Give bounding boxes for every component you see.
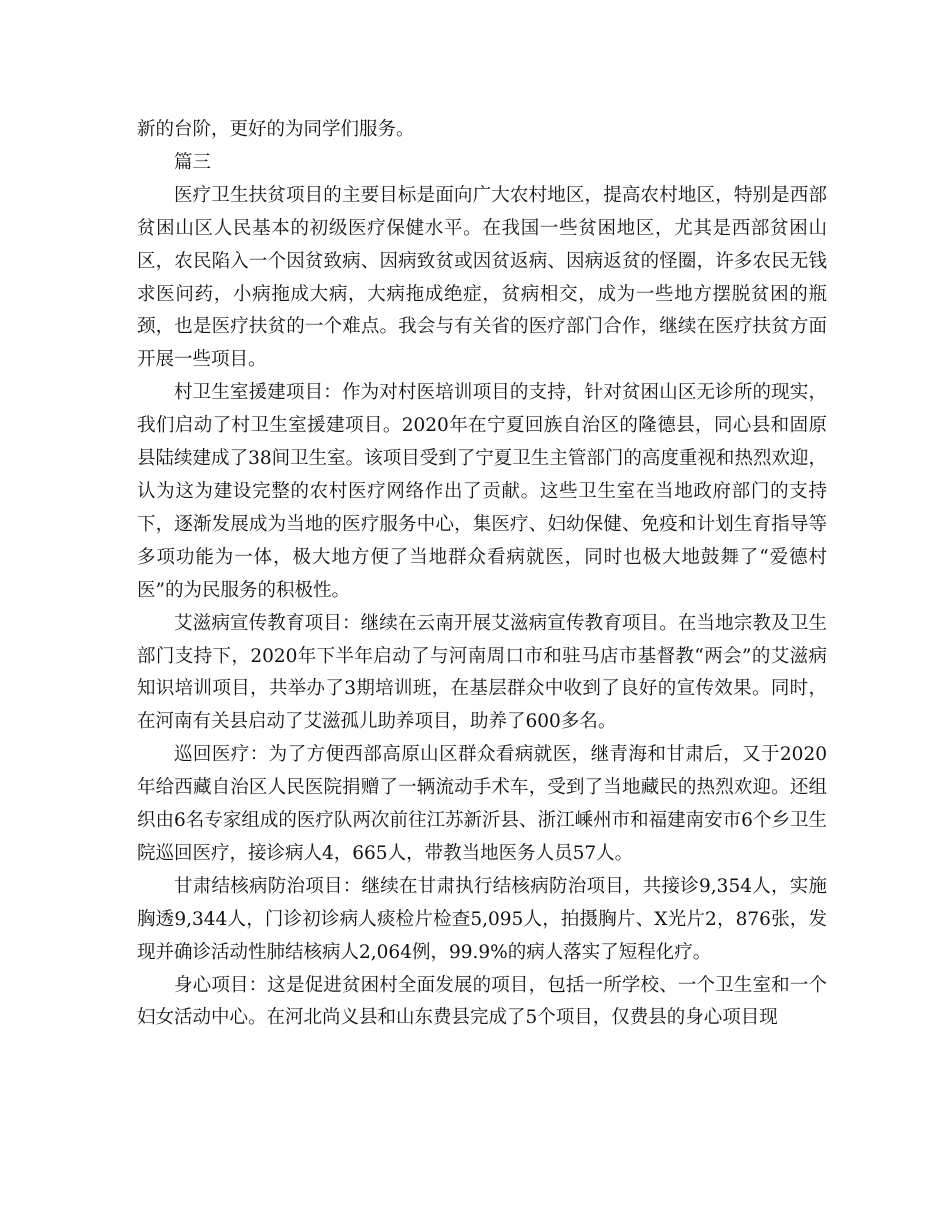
paragraph-aids-education-project: 艾滋病宣传教育项目：继续在云南开展艾滋病宣传教育项目。在当地宗教及卫生部门支持下，2020年下半年启动了与河南周口市和驻马店市基督教“两会”的艾滋病知识培训项目，共举办了3期培训班，在基层群众中收到了良好的宣传效果。同时，在河南有关县启动了艾滋孤儿助养项目，助养了600多名。	[137, 612, 827, 733]
paragraph-village-clinic-project: 村卫生室援建项目：作为对村医培训项目的支持，针对贫困山区无诊所的现实，我们启动了村卫生室援建项目。2020年在宁夏回族自治区的隆德县，同心县和固原县陆续建成了38间卫生室。该项目受到了宁夏卫生主管部门的高度重视和热烈欢迎，认为这为建设完整的农村医疗网络作出了贡献。这些卫生室在当地政府部门的支持下，逐渐发展成为当地的医疗服务中心，集医疗、妇幼保健、免疫和计划生育指导等多项功能为一体，极大地方便了当地群众看病就医，同时也极大地鼓舞了“爱德村医”的为民服务的积极性。	[137, 382, 827, 601]
section-heading: 篇三	[174, 151, 212, 173]
paragraph-tuberculosis-project: 甘肃结核病防治项目：继续在甘肃执行结核病防治项目，共接诊9,354人，实施胸透9,344人，门诊初诊病人痰检片检查5,095人，拍摄胸片、X光片2，876张，发现并确诊活动性肺结核病人2,064例，99.9%的病人落实了短程化疗。	[137, 875, 827, 963]
paragraph-mobile-medical-service: 巡回医疗：为了方便西部高原山区群众看病就医，继青海和甘肃后，又于2020年给西藏自治区人民医院捐赠了一辆流动手术车，受到了当地藏民的热烈欢迎。还组织由6名专家组成的医疗队两次前往江苏新沂县、浙江嵊州市和福建南安市6个乡卫生院巡回医疗，接诊病人4，665人，带教当地医务人员57人。	[137, 744, 827, 864]
paragraph-body-mind-project: 身心项目：这是促进贫困村全面发展的项目，包括一所学校、一个卫生室和一个妇女活动中心。在河北尚义县和山东费县完成了5个项目，仅费县的身心项目现	[137, 974, 827, 1029]
paragraph-medical-poverty-intro: 医疗卫生扶贫项目的主要目标是面向广大农村地区，提高农村地区，特别是西部贫困山区人民基本的初级医疗保健水平。在我国一些贫困地区，尤其是西部贫困山区，农民陷入一个因贫致病、因病致贫或因贫返病、因病返贫的怪圈，许多农民无钱求医问药，小病拖成大病，大病拖成绝症，贫病相交，成为一些地方摆脱贫困的瓶颈，也是医疗扶贫的一个难点。我会与有关省的医疗部门合作，继续在医疗扶贫方面开展一些项目。	[137, 184, 827, 371]
document-page	[137, 114, 827, 1035]
paragraph-continuation: 新的台阶，更好的为同学们服务。	[137, 119, 415, 140]
